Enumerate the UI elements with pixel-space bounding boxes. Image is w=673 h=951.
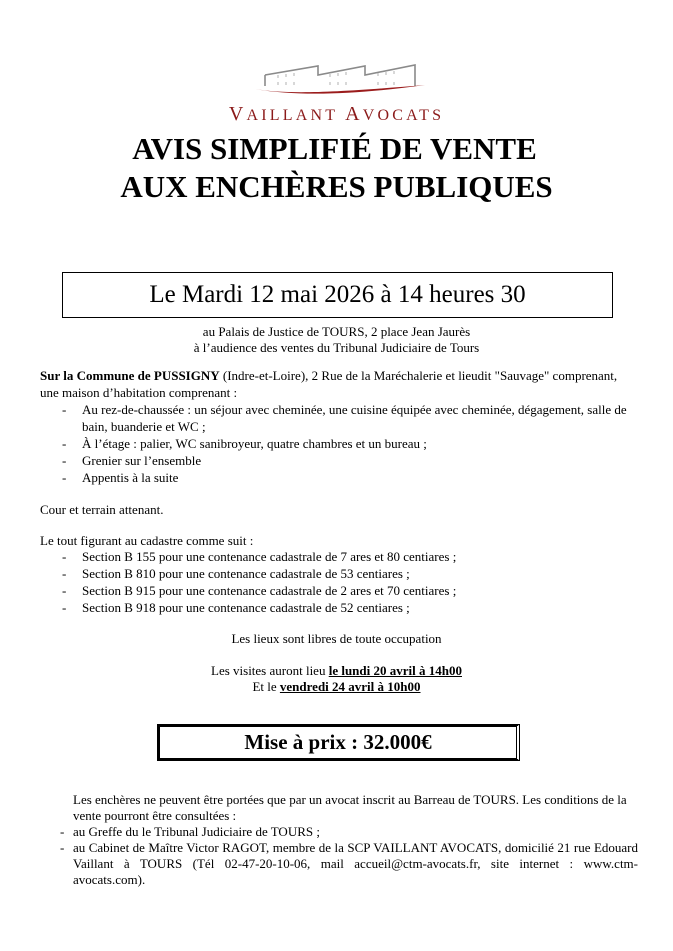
- visits-line1: [0, 662, 673, 679]
- conditions-intro: Les enchères ne peuvent être portées que par un avocat inscrit au Barreau de TOURS. Les conditions de la vente pourront être consultées :: [73, 792, 627, 823]
- visit-date-2: vendredi 24 avril à 10h00: [279, 679, 421, 694]
- brand-initial-v: V: [228, 103, 247, 125]
- feature-text: Appentis à la suite: [82, 470, 179, 485]
- dash-bullet: -: [60, 824, 65, 839]
- cadastre-text: Section B 918 pour une contenance cadastrale de 52 centiares ;: [82, 600, 410, 615]
- cadastre-text: Section B 155 pour une contenance cadastrale de 7 ares et 80 centiares ;: [82, 549, 457, 564]
- list-item: [40, 435, 640, 452]
- list-item: [40, 469, 640, 486]
- feature-text: Au rez-de-chaussée : un séjour avec cheminée, une cuisine équipée avec cheminée, dégagement, salle de bain, buanderie et WC ;: [82, 402, 627, 434]
- cadastre-list: [40, 548, 640, 616]
- brand-initial-a: A: [345, 103, 363, 125]
- sale-date-text: Le Mardi 12 mai 2026 à 14 heures 30: [149, 281, 526, 308]
- property-features-list: [40, 401, 640, 486]
- page-title-line2: AUX ENCHÈRES PUBLIQUES: [120, 169, 553, 204]
- courtyard-text: Cour et terrain attenant.: [40, 502, 164, 517]
- page-title-line1: AVIS SIMPLIFIÉ DE VENTE: [132, 131, 537, 166]
- list-item: [40, 582, 640, 599]
- dash-bullet: -: [60, 840, 65, 855]
- visits-line2: [0, 678, 673, 695]
- dash-bullet: -: [62, 549, 67, 564]
- sale-location-line1: au Palais de Justice de TOURS, 2 place Jean Jaurès: [202, 324, 471, 339]
- dash-bullet: -: [62, 402, 67, 417]
- property-intro-line2: une maison d’habitation comprenant :: [40, 385, 238, 400]
- starting-price-box: [157, 724, 520, 761]
- list-item: [40, 401, 640, 435]
- commune-name: Sur la Commune de PUSSIGNY: [40, 368, 220, 383]
- list-item: [40, 599, 640, 616]
- dash-bullet: -: [62, 600, 67, 615]
- feature-text: À l’étage : palier, WC sanibroyeur, quatre chambres et un bureau ;: [82, 436, 427, 451]
- starting-price-text: Mise à prix : 32.000€: [244, 730, 432, 754]
- property-intro: [40, 367, 640, 401]
- list-item: [40, 565, 640, 582]
- condition-place-text: au Cabinet de Maître Victor RAGOT, membre de la SCP VAILLANT AVOCATS, domicilié 21 rue Edouard Vaillant à TOURS (Tél 02-47-20-10-06, mail accueil@ctm-avocats.fr, site internet : www.ctm-avocats.com).: [73, 840, 638, 887]
- dash-bullet: -: [62, 583, 67, 598]
- cadastre-text: Section B 915 pour une contenance cadastrale de 2 ares et 70 centiares ;: [82, 583, 457, 598]
- dash-bullet: -: [62, 453, 67, 468]
- dash-bullet: -: [62, 566, 67, 581]
- law-firm-building-logo-icon: [250, 58, 430, 108]
- brand-name: [0, 105, 673, 125]
- sale-location-line2: à l’audience des ventes du Tribunal Judiciaire de Tours: [193, 340, 480, 355]
- visits-and: Et le: [252, 679, 280, 694]
- feature-text: Grenier sur l’ensemble: [82, 453, 202, 468]
- dash-bullet: -: [62, 470, 67, 485]
- brand-text-2: VOCATS: [362, 107, 445, 124]
- condition-place-text: au Greffe du le Tribunal Judiciaire de TOURS ;: [73, 824, 320, 839]
- property-address: (Indre-et-Loire), 2 Rue de la Maréchalerie et lieudit "Sauvage" comprenant,: [219, 368, 618, 383]
- dash-bullet: -: [62, 436, 67, 451]
- list-item: [40, 840, 638, 888]
- list-item: [40, 452, 640, 469]
- cadastre-intro: Le tout figurant au cadastre comme suit :: [40, 533, 254, 548]
- brand-text-1: AILLANT: [246, 107, 346, 124]
- list-item: [40, 548, 640, 565]
- visit-date-1: le lundi 20 avril à 14h00: [328, 663, 462, 678]
- occupancy-text: Les lieux sont libres de toute occupation: [231, 631, 442, 646]
- list-item: [40, 824, 638, 840]
- cadastre-text: Section B 810 pour une contenance cadastrale de 53 centiares ;: [82, 566, 410, 581]
- conditions-list: [40, 824, 638, 888]
- sale-date-box: [62, 272, 613, 318]
- visits-prefix: Les visites auront lieu: [211, 663, 329, 678]
